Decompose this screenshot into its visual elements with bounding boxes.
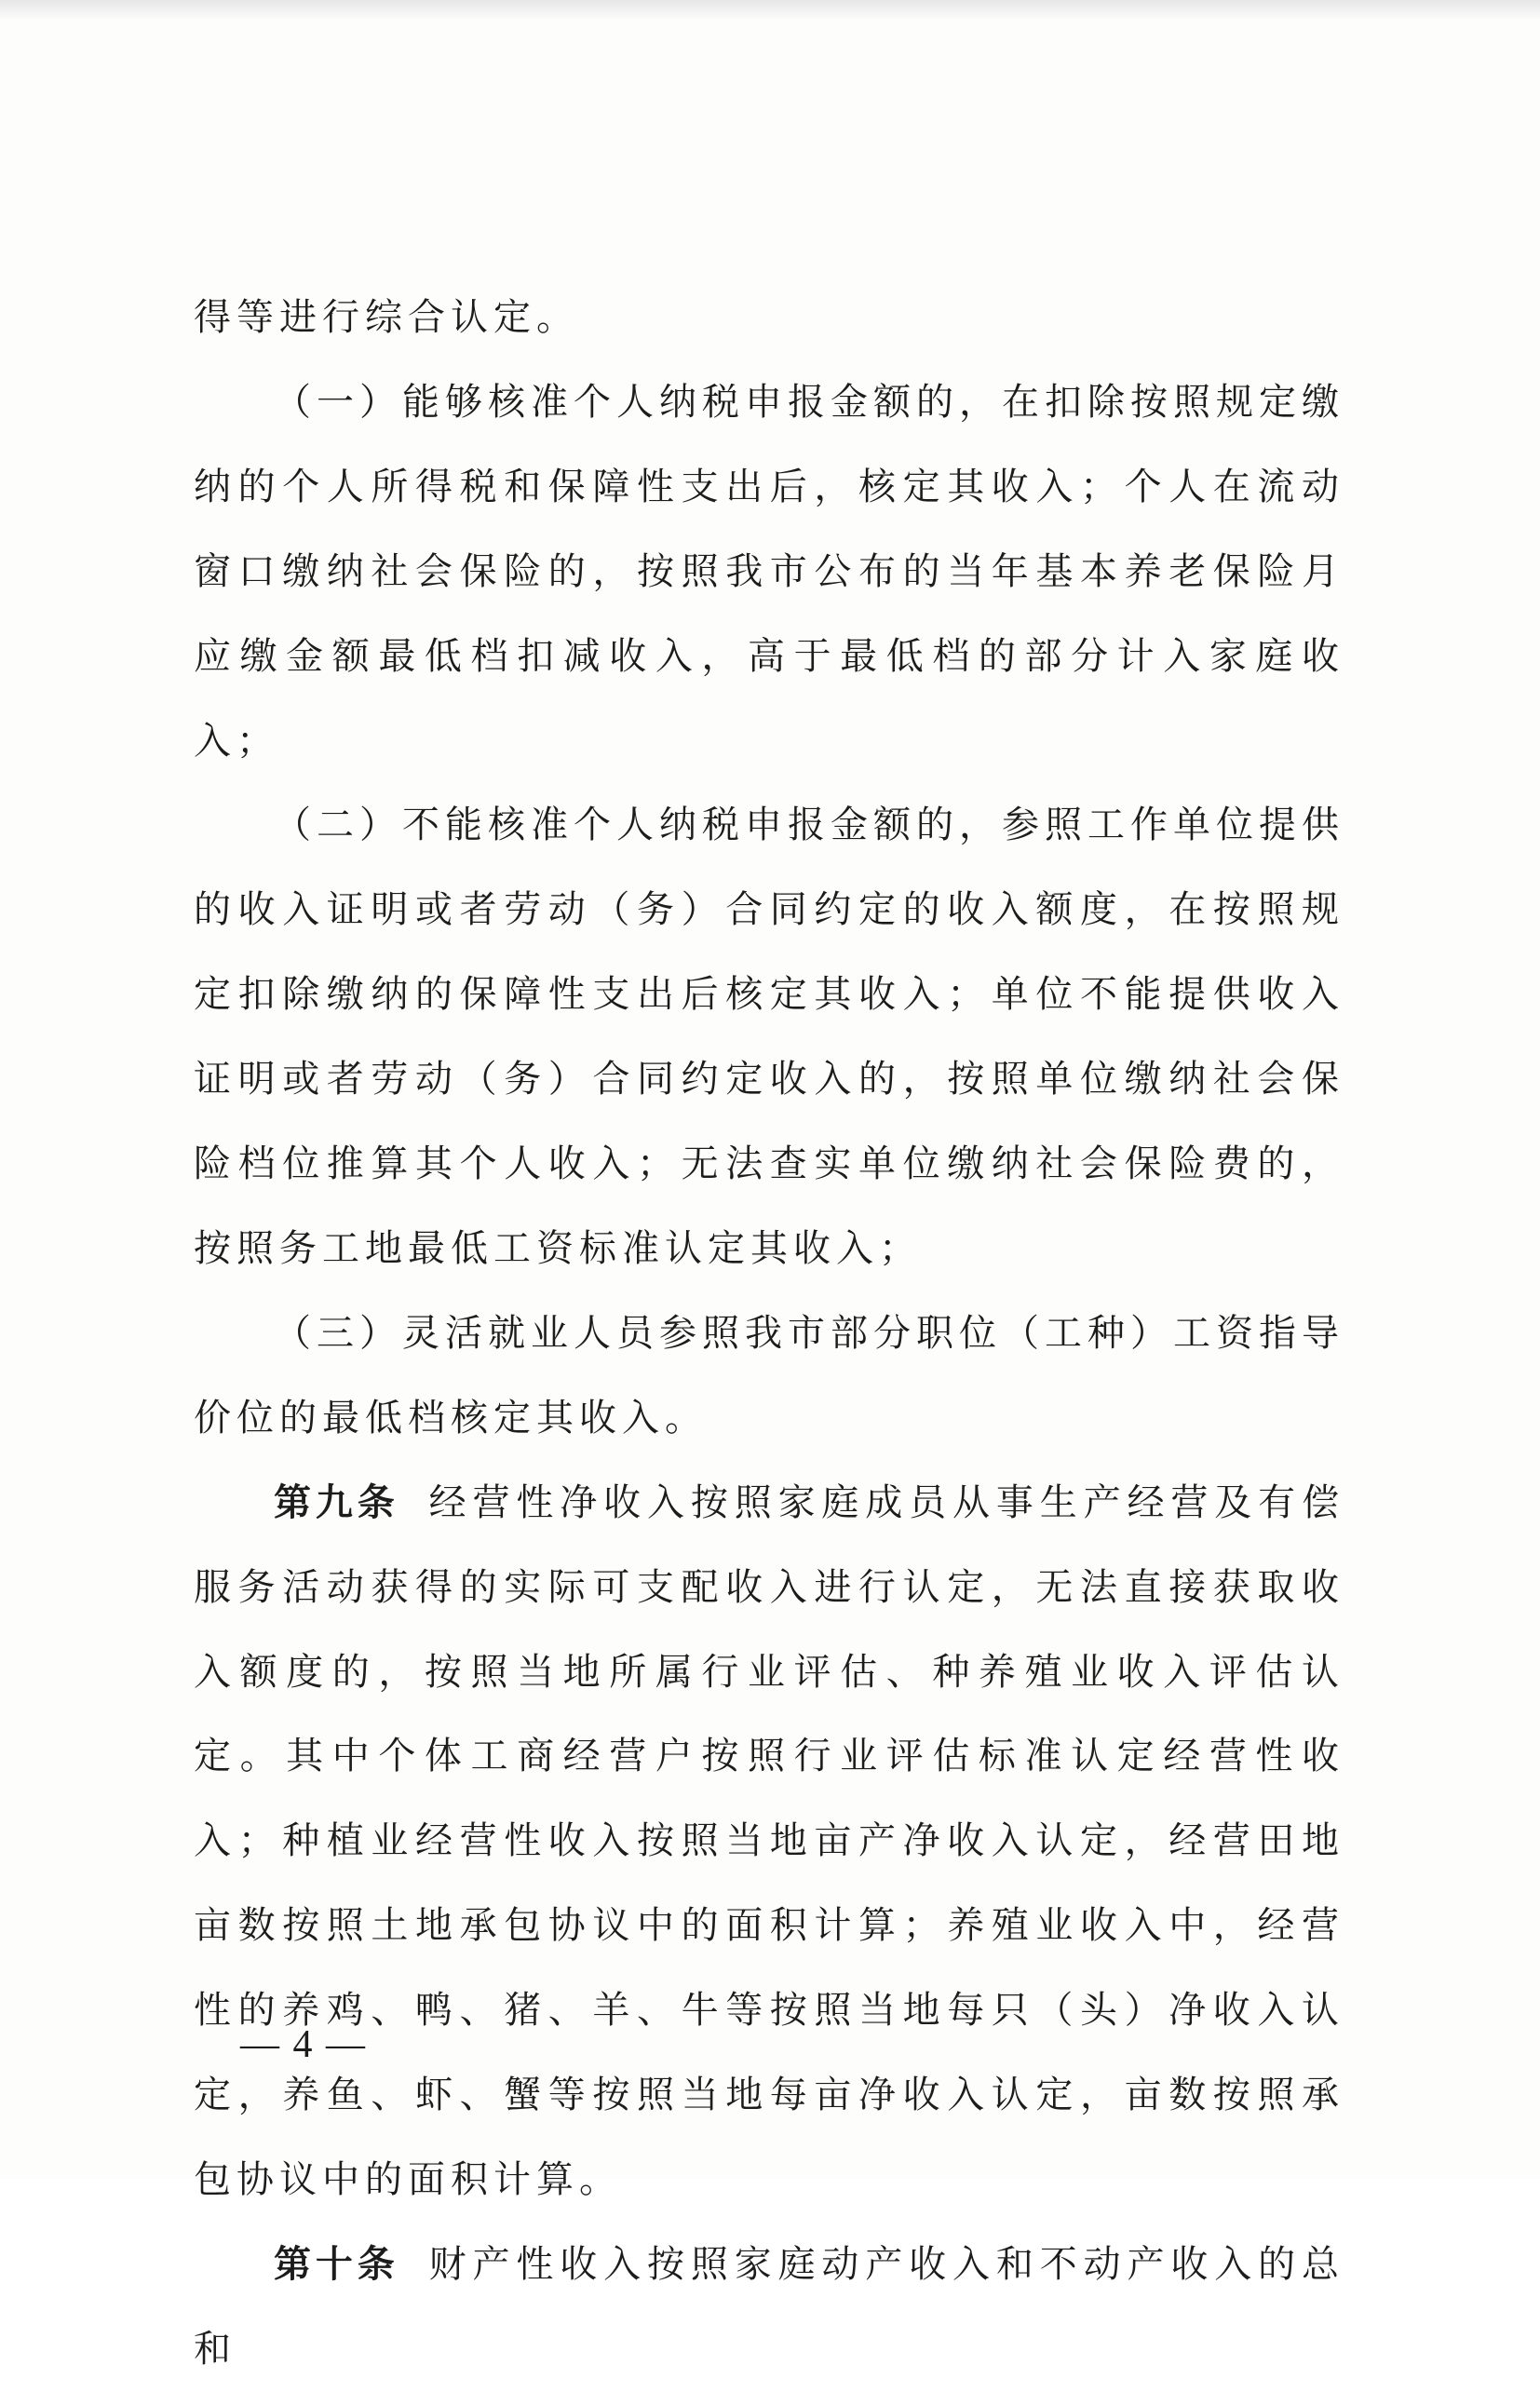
page-number: — 4 — (240, 2023, 367, 2066)
paragraph-continuation (194, 276, 1344, 360)
article-number: 第十条 (274, 2242, 399, 2286)
paragraph-article-9 (194, 1461, 1344, 2223)
paragraph-text: 得等进行综合认定。 (194, 296, 579, 339)
paragraph-text: （二）不能核准个人纳税申报金额的，参照工作单位提供的收入证明或者劳动（务）合同约定的收入额度，在按照规定扣除缴纳的保障性支出后核定其收入；单位不能提供收入证明或者劳动（务）合同约定收入的，按照单位缴纳社会保险档位推算其个人收入；无法查实单位缴纳社会保险费的，按照务工地最低工资标准认定其收入； (194, 804, 1344, 1270)
paragraph-text: 财产性收入按照家庭动产收入和不动产收入的总和 (194, 2242, 1345, 2371)
body-text (194, 276, 1344, 2392)
paragraph-text: （三）灵活就业人员参照我市部分职位（工种）工资指导价位的最低档核定其收入。 (194, 1311, 1344, 1439)
article-number: 第九条 (274, 1480, 399, 1524)
paragraph-text: 经营性净收入按照家庭成员从事生产经营及有偿服务活动获得的实际可支配收入进行认定，无法直接获取收入额度的，按照当地所属行业评估、种养殖业收入评估认定。其中个体工商经营户按照行业评估标准认定经营性收入；种植业经营性收入按照当地亩产净收入认定，经营田地亩数按照土地承包协议中的面积计算；养殖业收入中，经营性的养鸡、鸭、猪、羊、牛等按照当地每只（头）净收入认定，养鱼、虾、蟹等按照当地每亩净收入认定，亩数按照承包协议中的面积计算。 (194, 1480, 1345, 2201)
paragraph-article-10 (194, 2223, 1344, 2392)
paragraph-item-2 (194, 783, 1344, 1291)
scan-top-edge (0, 0, 1540, 20)
paragraph-item-1 (194, 360, 1344, 784)
paragraph-item-3 (194, 1291, 1344, 1461)
paragraph-text: （一）能够核准个人纳税申报金额的，在扣除按照规定缴纳的个人所得税和保障性支出后，核定其收入；个人在流动窗口缴纳社会保险的，按照我市公布的当年基本养老保险月应缴金额最低档扣减收入，高于最低档的部分计入家庭收入； (194, 380, 1344, 763)
